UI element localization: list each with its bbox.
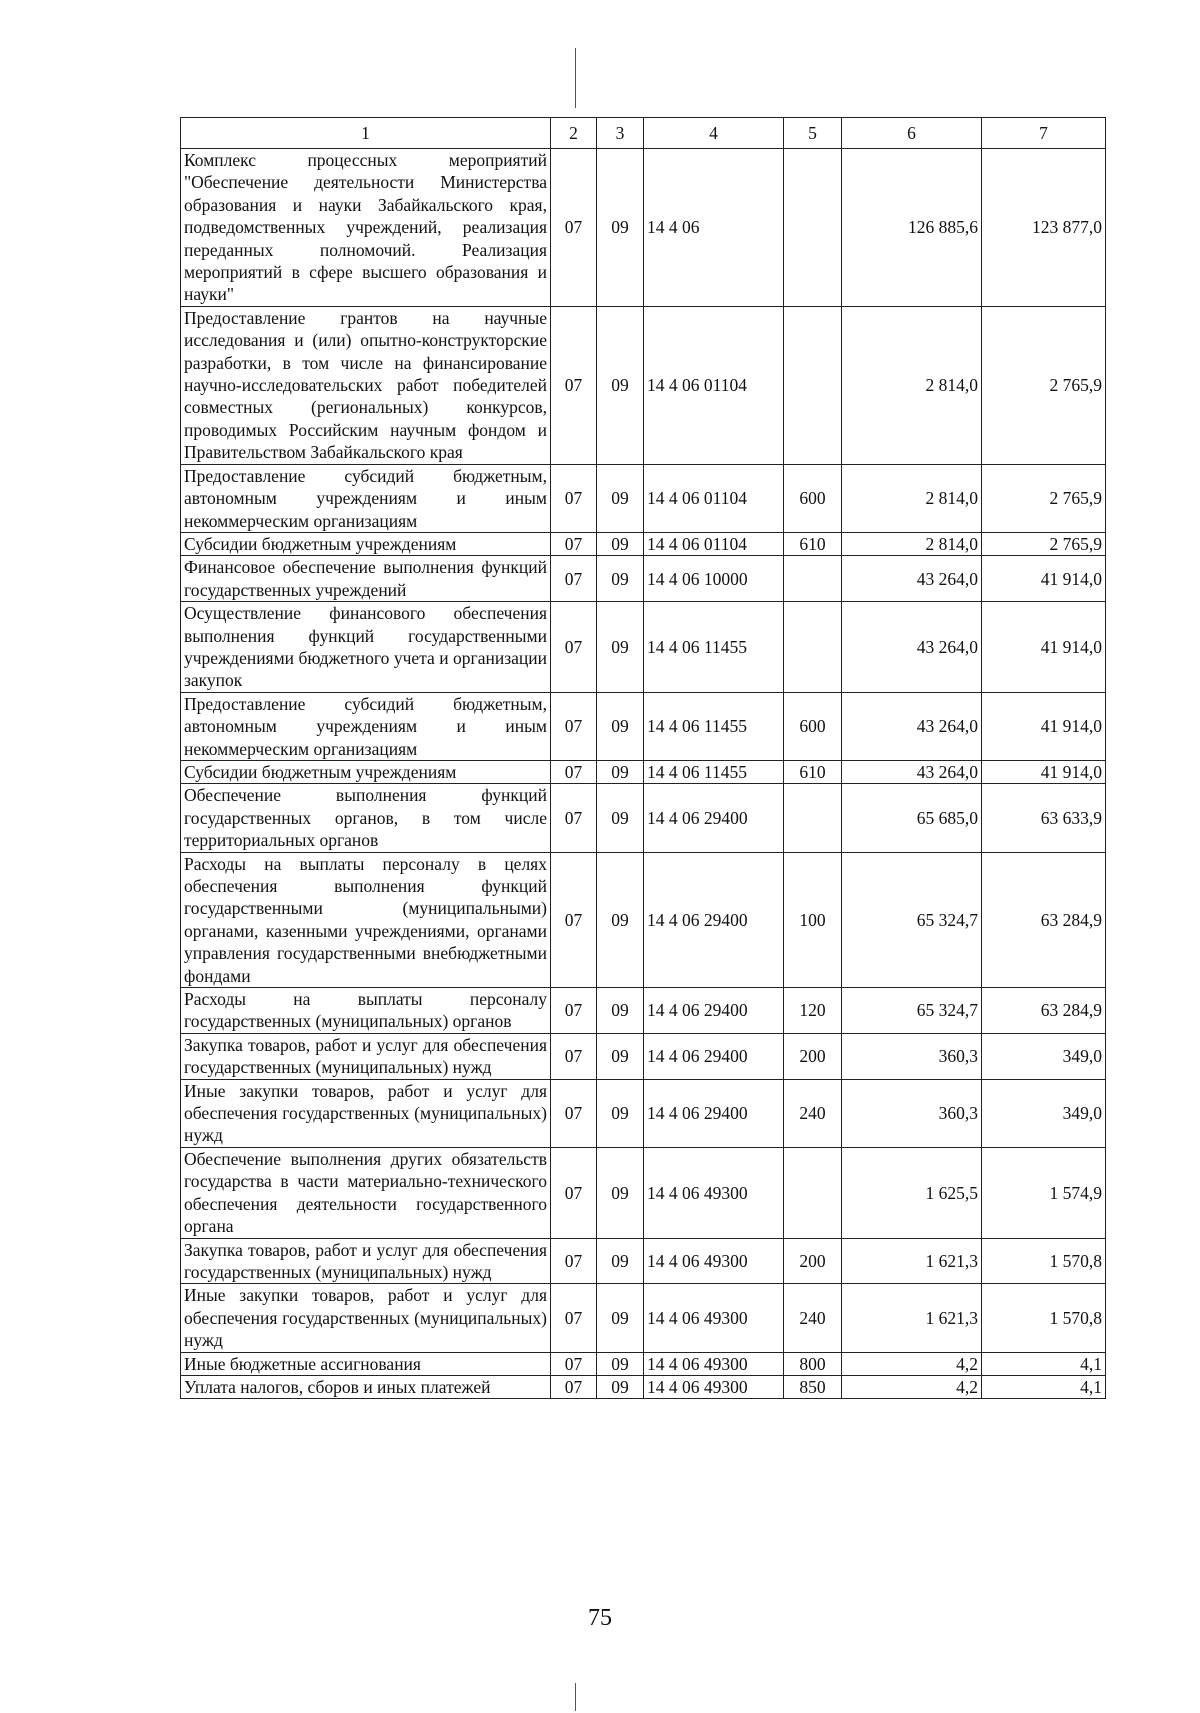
amount-cell-col7: 4,1 xyxy=(982,1375,1106,1398)
amount-cell-col6: 65 324,7 xyxy=(842,852,982,987)
target-article-cell: 14 4 06 10000 xyxy=(644,556,784,602)
expense-name-cell: Финансовое обеспечение выполнения функций государственных учреждений xyxy=(181,556,551,602)
target-article-cell: 14 4 06 11455 xyxy=(644,692,784,760)
column-header: 4 xyxy=(644,118,784,149)
subsection-code-cell: 09 xyxy=(597,988,644,1034)
section-code-cell: 07 xyxy=(551,1033,597,1079)
column-header: 5 xyxy=(784,118,842,149)
amount-cell-col7: 63 633,9 xyxy=(982,784,1106,852)
section-code-cell: 07 xyxy=(551,1238,597,1284)
table-row xyxy=(181,1079,1106,1147)
amount-cell-col7: 2 765,9 xyxy=(982,464,1106,532)
amount-cell-col7: 41 914,0 xyxy=(982,602,1106,693)
expense-name-cell: Осуществление финансового обеспечения выполнения функций государственными учреждениями бюджетного учета и организации закупок xyxy=(181,602,551,693)
scan-artifact-bottom-line xyxy=(575,1683,576,1711)
expense-type-cell: 610 xyxy=(784,760,842,783)
table-row xyxy=(181,1033,1106,1079)
expense-name-cell: Предоставление грантов на научные исследования и (или) опытно-конструкторские разработки, в том числе на финансирование научно-исследовательских работ победителей совместных (региональных) конкурсов, проводимых Российским научным фондом и Правительством Забайкальского края xyxy=(181,306,551,464)
section-code-cell: 07 xyxy=(551,1284,597,1352)
expense-type-cell: 200 xyxy=(784,1033,842,1079)
amount-cell-col7: 41 914,0 xyxy=(982,556,1106,602)
amount-cell-col6: 1 621,3 xyxy=(842,1238,982,1284)
expense-type-cell: 600 xyxy=(784,692,842,760)
subsection-code-cell: 09 xyxy=(597,1079,644,1147)
table-row xyxy=(181,602,1106,693)
section-code-cell: 07 xyxy=(551,1079,597,1147)
expense-name-cell: Предоставление субсидий бюджетным, автономным учреждениям и иным некоммерческим организациям xyxy=(181,692,551,760)
expense-type-cell: 610 xyxy=(784,532,842,555)
subsection-code-cell: 09 xyxy=(597,556,644,602)
section-code-cell: 07 xyxy=(551,852,597,987)
section-code-cell: 07 xyxy=(551,306,597,464)
subsection-code-cell: 09 xyxy=(597,1147,644,1238)
scan-artifact-top-line xyxy=(575,48,576,108)
budget-table xyxy=(180,117,1106,1399)
expense-type-cell xyxy=(784,149,842,307)
amount-cell-col6: 1 621,3 xyxy=(842,1284,982,1352)
expense-type-cell: 850 xyxy=(784,1375,842,1398)
column-header: 3 xyxy=(597,118,644,149)
section-code-cell: 07 xyxy=(551,1375,597,1398)
expense-type-cell: 600 xyxy=(784,464,842,532)
target-article-cell: 14 4 06 11455 xyxy=(644,602,784,693)
subsection-code-cell: 09 xyxy=(597,692,644,760)
table-row xyxy=(181,556,1106,602)
amount-cell-col7: 1 570,8 xyxy=(982,1284,1106,1352)
expense-name-cell: Уплата налогов, сборов и иных платежей xyxy=(181,1375,551,1398)
expense-type-cell: 800 xyxy=(784,1352,842,1375)
amount-cell-col6: 360,3 xyxy=(842,1033,982,1079)
amount-cell-col7: 1 574,9 xyxy=(982,1147,1106,1238)
amount-cell-col6: 43 264,0 xyxy=(842,556,982,602)
amount-cell-col6: 360,3 xyxy=(842,1079,982,1147)
table-row xyxy=(181,1147,1106,1238)
page-number: 75 xyxy=(588,1605,612,1631)
table-row xyxy=(181,760,1106,783)
subsection-code-cell: 09 xyxy=(597,602,644,693)
target-article-cell: 14 4 06 01104 xyxy=(644,464,784,532)
table-row xyxy=(181,464,1106,532)
subsection-code-cell: 09 xyxy=(597,306,644,464)
target-article-cell: 14 4 06 29400 xyxy=(644,1033,784,1079)
amount-cell-col6: 43 264,0 xyxy=(842,602,982,693)
section-code-cell: 07 xyxy=(551,602,597,693)
expense-name-cell: Иные бюджетные ассигнования xyxy=(181,1352,551,1375)
target-article-cell: 14 4 06 29400 xyxy=(644,852,784,987)
amount-cell-col7: 349,0 xyxy=(982,1033,1106,1079)
amount-cell-col6: 4,2 xyxy=(842,1375,982,1398)
expense-type-cell: 120 xyxy=(784,988,842,1034)
expense-name-cell: Субсидии бюджетным учреждениям xyxy=(181,532,551,555)
table-row xyxy=(181,1238,1106,1284)
subsection-code-cell: 09 xyxy=(597,149,644,307)
amount-cell-col7: 349,0 xyxy=(982,1079,1106,1147)
amount-cell-col7: 41 914,0 xyxy=(982,760,1106,783)
expense-type-cell xyxy=(784,306,842,464)
expense-name-cell: Комплекс процессных мероприятий "Обеспечение деятельности Министерства образования и науки Забайкальского края, подведомственных учреждений, реализация переданных полномочий. Реализация мероприятий в сфере высшего образования и науки" xyxy=(181,149,551,307)
target-article-cell: 14 4 06 11455 xyxy=(644,760,784,783)
subsection-code-cell: 09 xyxy=(597,784,644,852)
column-number-row xyxy=(181,118,1106,149)
subsection-code-cell: 09 xyxy=(597,1375,644,1398)
expense-name-cell: Закупка товаров, работ и услуг для обеспечения государственных (муниципальных) нужд xyxy=(181,1033,551,1079)
subsection-code-cell: 09 xyxy=(597,852,644,987)
expense-name-cell: Обеспечение выполнения функций государственных органов, в том числе территориальных органов xyxy=(181,784,551,852)
section-code-cell: 07 xyxy=(551,1147,597,1238)
table-row xyxy=(181,852,1106,987)
expense-type-cell: 100 xyxy=(784,852,842,987)
table-body xyxy=(181,149,1106,1399)
section-code-cell: 07 xyxy=(551,532,597,555)
expense-name-cell: Закупка товаров, работ и услуг для обеспечения государственных (муниципальных) нужд xyxy=(181,1238,551,1284)
table-row xyxy=(181,532,1106,555)
section-code-cell: 07 xyxy=(551,692,597,760)
amount-cell-col7: 123 877,0 xyxy=(982,149,1106,307)
expense-name-cell: Расходы на выплаты персоналу государственных (муниципальных) органов xyxy=(181,988,551,1034)
amount-cell-col6: 4,2 xyxy=(842,1352,982,1375)
expense-type-cell xyxy=(784,556,842,602)
expense-name-cell: Иные закупки товаров, работ и услуг для обеспечения государственных (муниципальных) нужд xyxy=(181,1079,551,1147)
expense-type-cell xyxy=(784,1147,842,1238)
target-article-cell: 14 4 06 29400 xyxy=(644,784,784,852)
subsection-code-cell: 09 xyxy=(597,1033,644,1079)
amount-cell-col6: 43 264,0 xyxy=(842,692,982,760)
target-article-cell: 14 4 06 01104 xyxy=(644,532,784,555)
table-row xyxy=(181,149,1106,307)
expense-name-cell: Обеспечение выполнения других обязательств государства в части материально-технического обеспечения деятельности государственного органа xyxy=(181,1147,551,1238)
amount-cell-col7: 41 914,0 xyxy=(982,692,1106,760)
expense-name-cell: Иные закупки товаров, работ и услуг для обеспечения государственных (муниципальных) нужд xyxy=(181,1284,551,1352)
expense-type-cell: 240 xyxy=(784,1284,842,1352)
target-article-cell: 14 4 06 49300 xyxy=(644,1375,784,1398)
table-row xyxy=(181,784,1106,852)
expense-type-cell: 200 xyxy=(784,1238,842,1284)
section-code-cell: 07 xyxy=(551,556,597,602)
subsection-code-cell: 09 xyxy=(597,464,644,532)
subsection-code-cell: 09 xyxy=(597,532,644,555)
amount-cell-col6: 2 814,0 xyxy=(842,306,982,464)
expense-type-cell: 240 xyxy=(784,1079,842,1147)
amount-cell-col6: 43 264,0 xyxy=(842,760,982,783)
target-article-cell: 14 4 06 xyxy=(644,149,784,307)
column-header: 7 xyxy=(982,118,1106,149)
target-article-cell: 14 4 06 49300 xyxy=(644,1238,784,1284)
expense-type-cell xyxy=(784,784,842,852)
table-row xyxy=(181,1352,1106,1375)
section-code-cell: 07 xyxy=(551,1352,597,1375)
subsection-code-cell: 09 xyxy=(597,760,644,783)
table-row xyxy=(181,306,1106,464)
table-row xyxy=(181,1375,1106,1398)
target-article-cell: 14 4 06 49300 xyxy=(644,1284,784,1352)
amount-cell-col6: 2 814,0 xyxy=(842,532,982,555)
expense-name-cell: Расходы на выплаты персоналу в целях обеспечения выполнения функций государственными (муниципальными) органами, казенными учреждениями, органами управления государственными внебюджетными фондами xyxy=(181,852,551,987)
target-article-cell: 14 4 06 29400 xyxy=(644,1079,784,1147)
expense-name-cell: Субсидии бюджетным учреждениям xyxy=(181,760,551,783)
amount-cell-col6: 1 625,5 xyxy=(842,1147,982,1238)
expense-type-cell xyxy=(784,602,842,693)
amount-cell-col6: 65 685,0 xyxy=(842,784,982,852)
column-header: 6 xyxy=(842,118,982,149)
table-row xyxy=(181,1284,1106,1352)
section-code-cell: 07 xyxy=(551,464,597,532)
section-code-cell: 07 xyxy=(551,760,597,783)
amount-cell-col7: 4,1 xyxy=(982,1352,1106,1375)
target-article-cell: 14 4 06 01104 xyxy=(644,306,784,464)
column-header: 1 xyxy=(181,118,551,149)
amount-cell-col6: 2 814,0 xyxy=(842,464,982,532)
amount-cell-col7: 2 765,9 xyxy=(982,306,1106,464)
table-row xyxy=(181,692,1106,760)
amount-cell-col6: 126 885,6 xyxy=(842,149,982,307)
target-article-cell: 14 4 06 49300 xyxy=(644,1352,784,1375)
target-article-cell: 14 4 06 49300 xyxy=(644,1147,784,1238)
subsection-code-cell: 09 xyxy=(597,1284,644,1352)
section-code-cell: 07 xyxy=(551,988,597,1034)
amount-cell-col7: 2 765,9 xyxy=(982,532,1106,555)
amount-cell-col7: 1 570,8 xyxy=(982,1238,1106,1284)
amount-cell-col7: 63 284,9 xyxy=(982,988,1106,1034)
column-header: 2 xyxy=(551,118,597,149)
expense-name-cell: Предоставление субсидий бюджетным, автономным учреждениям и иным некоммерческим организациям xyxy=(181,464,551,532)
section-code-cell: 07 xyxy=(551,784,597,852)
amount-cell-col7: 63 284,9 xyxy=(982,852,1106,987)
table-row xyxy=(181,988,1106,1034)
subsection-code-cell: 09 xyxy=(597,1238,644,1284)
amount-cell-col6: 65 324,7 xyxy=(842,988,982,1034)
target-article-cell: 14 4 06 29400 xyxy=(644,988,784,1034)
section-code-cell: 07 xyxy=(551,149,597,307)
subsection-code-cell: 09 xyxy=(597,1352,644,1375)
